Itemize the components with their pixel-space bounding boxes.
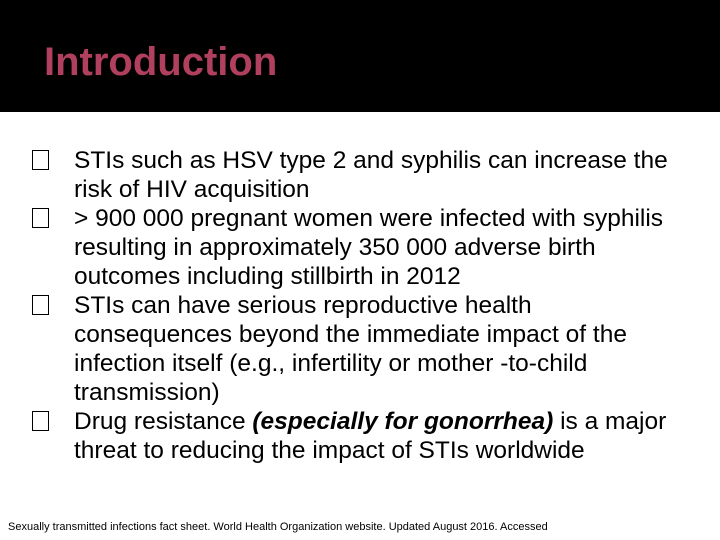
bullet-item-syphilis-pregnancy	[32, 204, 682, 291]
bullet-item-stis-hiv-risk	[32, 146, 682, 204]
footnote-citation: Sexually transmitted infections fact sheet. World Health Organization website. Updated August 2016. Accessed	[8, 521, 548, 533]
box-bullet-icon	[32, 411, 49, 431]
box-bullet-icon	[32, 295, 49, 315]
bullet-text: > 900 000 pregnant women were infected with syphilis resulting in approximately 350 000 adverse birth outcomes including stillbirth in 2012	[74, 205, 664, 290]
bullet-text-tail: is a major threat to reducing the impact of STIs worldwide	[74, 408, 667, 464]
slide-title: Introduction	[44, 40, 278, 84]
bullet-list	[32, 146, 682, 465]
bullet-item-drug-resistance	[32, 407, 682, 465]
bullet-item-reproductive-consequences	[32, 291, 682, 407]
bullet-text-emphasis: (especially for gonorrhea)	[252, 408, 554, 435]
bullet-text-lead: Drug resistance	[74, 408, 253, 435]
bullet-text: STIs can have serious reproductive health consequences beyond the immediate impact of the infection itself (e.g., infertility or mother -to-child transmission)	[74, 292, 627, 406]
bullet-text: STIs such as HSV type 2 and syphilis can increase the risk of HIV acquisition	[74, 147, 668, 203]
title-bar	[0, 0, 720, 112]
box-bullet-icon	[32, 208, 49, 228]
box-bullet-icon	[32, 150, 49, 170]
